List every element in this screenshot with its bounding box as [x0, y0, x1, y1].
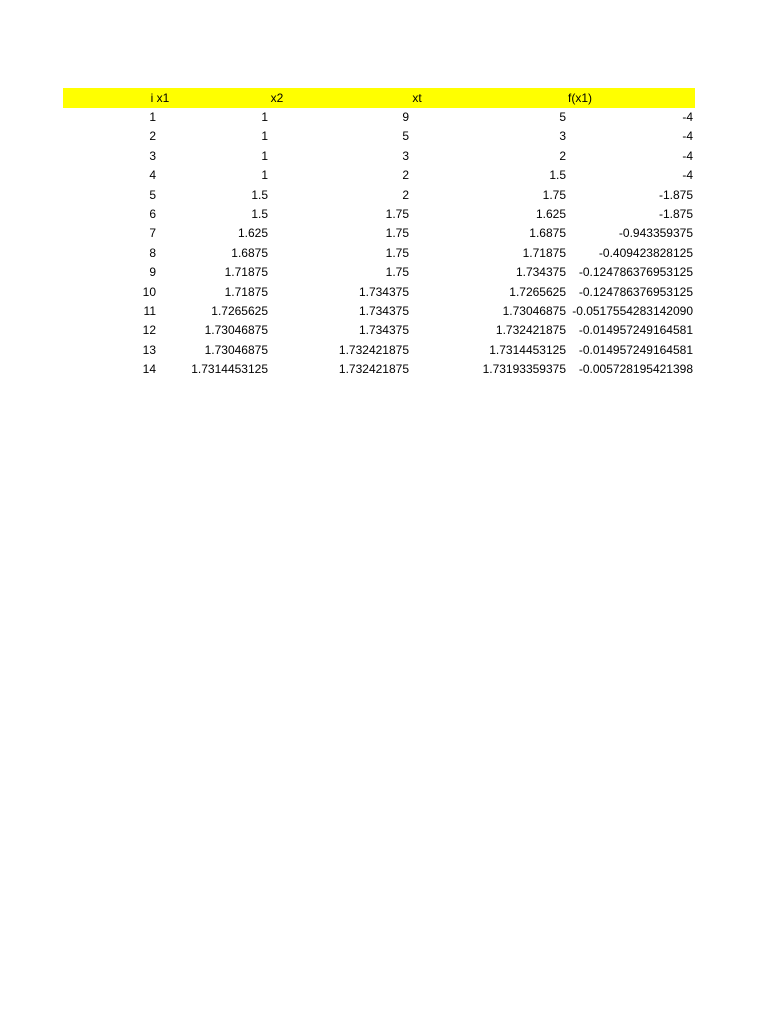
cell-xt: 1.71875: [522, 245, 566, 260]
cell-x2: 1.734375: [358, 303, 409, 318]
header-i-x1: i x1: [150, 91, 170, 105]
cell-x2: 2: [402, 187, 409, 202]
cell-x2: 1.734375: [358, 284, 409, 299]
cell-x2: 1.732421875: [338, 362, 409, 377]
cell-x1: 1.71875: [224, 265, 268, 280]
cell-fx1: -0.014957249164581: [578, 323, 693, 338]
cell-x2: 1.734375: [358, 323, 409, 338]
data-table: [63, 108, 695, 379]
cell-xt: 1.732421875: [495, 323, 566, 338]
table-row: [63, 108, 695, 127]
cell-xt: 1.734375: [515, 265, 566, 280]
cell-xt: 1.73046875: [502, 303, 566, 318]
cell-fx1: -1.875: [658, 187, 693, 202]
table-row: [63, 283, 695, 302]
cell-i: 7: [149, 226, 156, 241]
cell-fx1: -4: [682, 148, 693, 163]
table-row: [63, 186, 695, 205]
table-row: [63, 244, 695, 263]
table-row: [63, 224, 695, 243]
cell-x2: 1.75: [385, 226, 409, 241]
table-row: [63, 321, 695, 340]
cell-x1: 1.6875: [231, 245, 268, 260]
cell-x1: 1.73046875: [204, 342, 268, 357]
cell-x1: 1: [261, 148, 268, 163]
cell-xt: 2: [559, 148, 566, 163]
table-row: [63, 147, 695, 166]
cell-i: 3: [149, 148, 156, 163]
cell-fx1: -0.0517554283142090: [572, 303, 693, 318]
cell-i: 11: [143, 303, 156, 318]
cell-x2: 1.732421875: [338, 342, 409, 357]
cell-i: 13: [142, 342, 156, 357]
cell-xt: 1.625: [535, 206, 566, 221]
table-row: [63, 205, 695, 224]
table-row: [63, 166, 695, 185]
table-row: [63, 360, 695, 379]
table-row: [63, 341, 695, 360]
cell-i: 5: [149, 187, 156, 202]
cell-xt: 1.73193359375: [482, 362, 566, 377]
cell-xt: 3: [559, 129, 566, 144]
cell-fx1: -1.875: [658, 206, 693, 221]
cell-x1: 1.7314453125: [191, 362, 268, 377]
cell-fx1: -4: [682, 110, 693, 124]
cell-x1: 1.71875: [224, 284, 268, 299]
table-row: [63, 127, 695, 146]
header-xt: xt: [412, 91, 422, 105]
cell-i: 8: [149, 245, 156, 260]
cell-x1: 1: [261, 110, 268, 124]
cell-fx1: -0.943359375: [618, 226, 693, 241]
cell-x2: 2: [402, 168, 409, 183]
cell-fx1: -4: [682, 168, 693, 183]
cell-x1: 1: [261, 168, 268, 183]
table-row: [63, 302, 695, 321]
cell-xt: 1.7265625: [509, 284, 566, 299]
cell-i: 4: [149, 168, 156, 183]
cell-xt: 1.5: [549, 168, 566, 183]
cell-x1: 1.5: [251, 187, 268, 202]
cell-fx1: -0.014957249164581: [578, 342, 693, 357]
cell-i: 12: [142, 323, 156, 338]
cell-x1: 1.5: [251, 206, 268, 221]
cell-x2: 3: [402, 148, 409, 163]
cell-xt: 1.6875: [529, 226, 566, 241]
cell-x2: 9: [402, 110, 409, 124]
cell-x2: 1.75: [385, 245, 409, 260]
cell-fx1: -4: [682, 129, 693, 144]
table-row: [63, 263, 695, 282]
cell-x2: 1.75: [385, 206, 409, 221]
cell-xt: 1.75: [542, 187, 566, 202]
cell-fx1: -0.124786376953125: [578, 265, 693, 280]
cell-i: 6: [149, 206, 156, 221]
cell-i: 9: [149, 265, 156, 280]
cell-i: 2: [149, 129, 156, 144]
cell-x2: 1.75: [385, 265, 409, 280]
cell-fx1: -0.124786376953125: [578, 284, 693, 299]
header-x2: x2: [270, 91, 284, 105]
header-fx1: f(x1): [568, 91, 592, 105]
cell-i: 14: [142, 362, 156, 377]
cell-x1: 1.625: [237, 226, 268, 241]
cell-i: 10: [142, 284, 156, 299]
cell-fx1: -0.005728195421398: [578, 362, 693, 377]
cell-xt: 5: [559, 110, 566, 124]
cell-xt: 1.7314453125: [489, 342, 566, 357]
cell-x2: 5: [402, 129, 409, 144]
cell-i: 1: [149, 110, 156, 124]
cell-x1: 1: [261, 129, 268, 144]
cell-x1: 1.7265625: [211, 303, 268, 318]
cell-fx1: -0.409423828125: [598, 245, 693, 260]
cell-x1: 1.73046875: [204, 323, 268, 338]
